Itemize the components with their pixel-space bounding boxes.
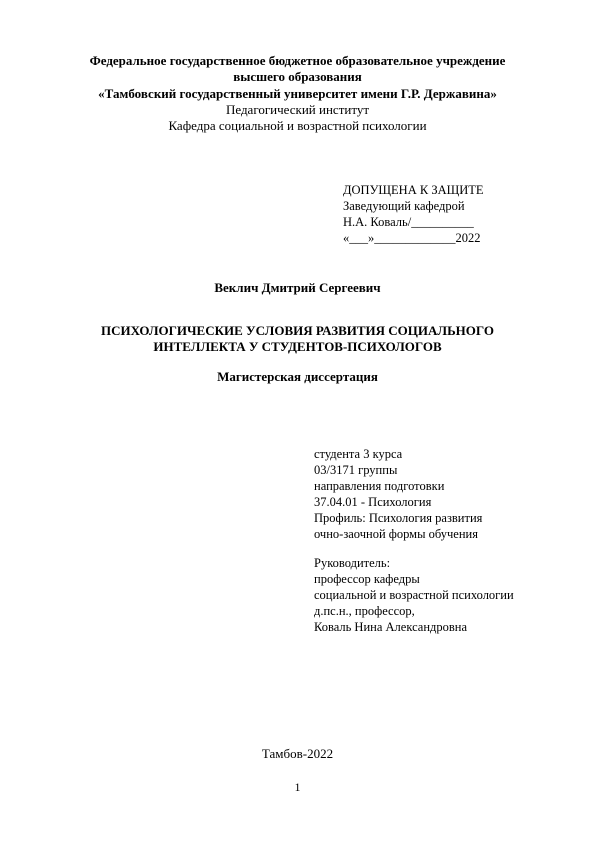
student-direction-label: направления подготовки — [314, 479, 445, 493]
thesis-title-line-2: ИНТЕЛЛЕКТА У СТУДЕНТОВ-ПСИХОЛОГОВ — [153, 339, 442, 354]
approval-heading: ДОПУЩЕНА К ЗАЩИТЕ — [343, 183, 484, 197]
supervisor-label: Руководитель: — [314, 556, 391, 570]
city-year: Тамбов-2022 — [261, 746, 334, 761]
student-course: студента 3 курса — [314, 447, 403, 461]
institute-name: Педагогический институт — [225, 102, 370, 117]
author-name: Веклич Дмитрий Сергеевич — [214, 280, 381, 295]
approval-signature: Н.А. Коваль/__________ — [343, 215, 474, 229]
supervisor-info — [314, 555, 514, 635]
student-direction-code: 37.04.01 - Психология — [314, 495, 432, 509]
supervisor-position: профессор кафедры — [314, 572, 420, 586]
department-name: Кафедра социальной и возрастной психологии — [168, 118, 427, 133]
page-number: 1 — [294, 780, 301, 794]
approval-block — [343, 182, 484, 246]
supervisor-name: Коваль Нина Александровна — [314, 620, 468, 634]
student-group: 03/3171 группы — [314, 463, 398, 477]
thesis-title-line-1: ПСИХОЛОГИЧЕСКИЕ УСЛОВИЯ РАЗВИТИЯ СОЦИАЛЬНОГО — [101, 323, 494, 338]
university-name: «Тамбовский государственный университет имени Г.Р. Державина» — [98, 86, 497, 101]
supervisor-department: социальной и возрастной психологии — [314, 588, 514, 602]
student-profile: Профиль: Психология развития — [314, 511, 483, 525]
student-study-form: очно-заочной формы обучения — [314, 527, 478, 541]
work-type: Магистерская диссертация — [217, 369, 378, 384]
approval-role: Заведующий кафедрой — [343, 199, 465, 213]
institution-line-1: Федеральное государственное бюджетное образовательное учреждение — [89, 53, 506, 68]
approval-date: «___»_____________2022 — [343, 231, 481, 245]
supervisor-degree: д.пс.н., профессор, — [314, 604, 415, 618]
student-info — [314, 446, 482, 542]
institution-line-2: высшего образования — [233, 69, 362, 84]
